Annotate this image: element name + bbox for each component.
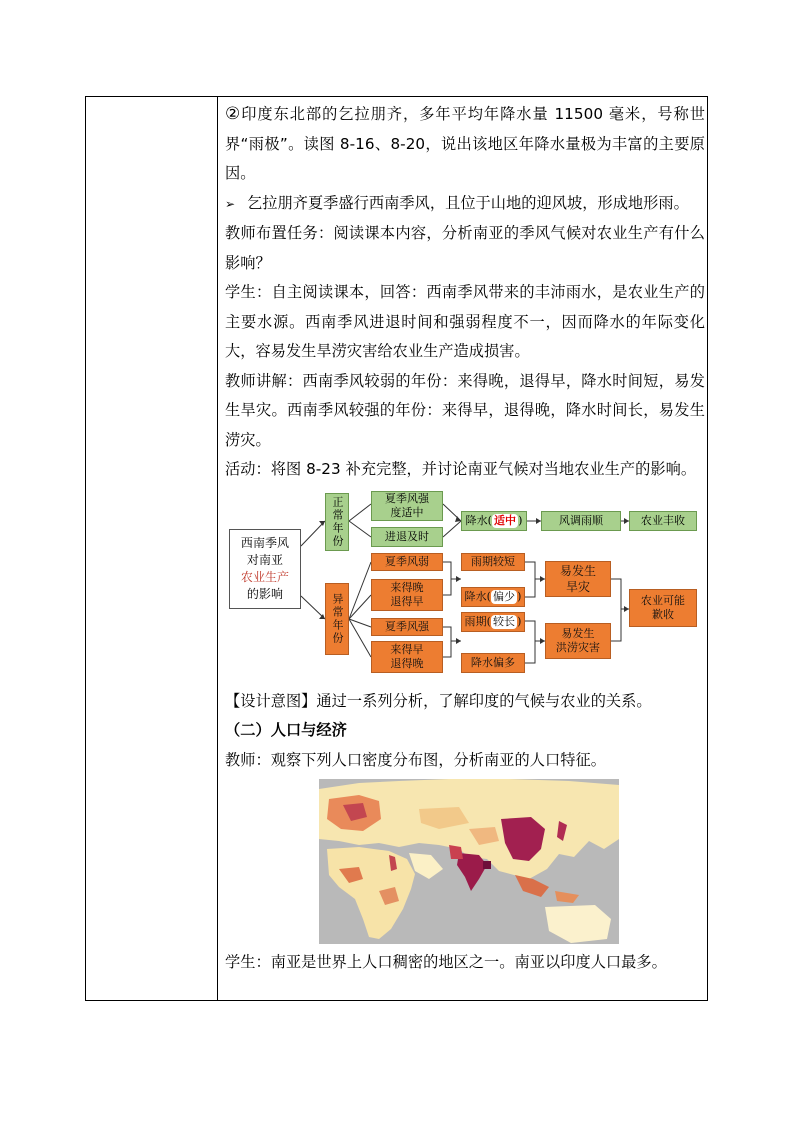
abnormal-year-box: 异常年份: [325, 583, 349, 655]
content-cell: [225, 100, 705, 978]
harvest-box: 农业丰收: [629, 511, 697, 531]
section-heading-population: （二）人口与经济: [225, 721, 347, 739]
long-rain-period-box: 雨期( 较长 ): [461, 612, 525, 632]
normal-rain-box: 降水( 适中 ): [461, 511, 527, 531]
drought-box: 易发生 旱灾: [545, 561, 611, 597]
monsoon-agriculture-diagram: [225, 491, 705, 683]
population-density-map: [319, 779, 619, 944]
good-weather-box: 风调雨顺: [541, 511, 621, 531]
less-rain-box: 降水( 偏少 ): [461, 587, 525, 607]
short-rain-period-box: 雨期较短: [461, 553, 525, 571]
paragraph-design-intent: 【设计意图】通过一系列分析，了解印度的气候与农业的关系。: [225, 691, 652, 710]
paragraph-student-answer: 学生：自主阅读课本，回答：西南季风带来的丰沛雨水，是农业生产的主要水源。西南季风进退时间和强弱程度不一，因而降水的年际变化大，容易发生旱涝灾害给农业生产造成损害。: [225, 283, 705, 360]
population-map-graphic: [319, 779, 619, 944]
flood-box: 易发生 洪涝灾害: [545, 623, 611, 659]
paragraph-answer: ➢ 乞拉朋齐夏季盛行西南季风，且位于山地的迎风坡，形成地形雨。: [225, 189, 705, 220]
more-rain-box: 降水偏多: [461, 653, 525, 673]
paragraph-teacher-explain: 教师讲解：西南季风较弱的年份：来得晚，退得早，降水时间短，易发生旱灾。西南季风较强的年份：来得早，退得晚，降水时间长，易发生涝灾。: [225, 371, 705, 449]
normal-timing-box: 进退及时: [371, 527, 443, 547]
late-early-box: 来得晚 退得早: [371, 579, 443, 611]
early-late-box: 来得早 退得晚: [371, 641, 443, 673]
circled-number: ②: [225, 104, 242, 124]
paragraph-teacher-observe: 教师：观察下列人口密度分布图，分析南亚的人口特征。: [225, 750, 606, 769]
weak-monsoon-box: 夏季风弱: [371, 553, 443, 571]
paragraph-task: 教师布置任务：阅读课本内容，分析南亚的季风气候对农业生产有什么影响？: [225, 224, 705, 272]
column-divider: [217, 97, 218, 1000]
crop-failure-box: 农业可能 歉收: [629, 589, 697, 627]
paragraph-question-2: ②印度东北部的乞拉朋齐，多年平均年降水量 11500 毫米，号称世界“雨极”。读图 8-16、8-20，说出该地区年降水量极为丰富的主要原因。: [225, 104, 705, 182]
normal-strength-box: 夏季风强 度适中: [371, 491, 443, 521]
normal-year-box: 正常年份: [325, 493, 349, 551]
strong-monsoon-box: 夏季风强: [371, 618, 443, 636]
bullet-arrow-icon: ➢: [225, 196, 236, 211]
root-box: 西南季风 对南亚 农业生产 的影响: [229, 529, 301, 609]
lesson-table: [85, 96, 708, 1001]
paragraph-activity: 活动：将图 8-23 补充完整，并讨论南亚气候对当地农业生产的影响。: [225, 460, 697, 478]
paragraph-student-conclusion: 学生：南亚是世界上人口稠密的地区之一。南亚以印度人口最多。: [225, 953, 667, 971]
